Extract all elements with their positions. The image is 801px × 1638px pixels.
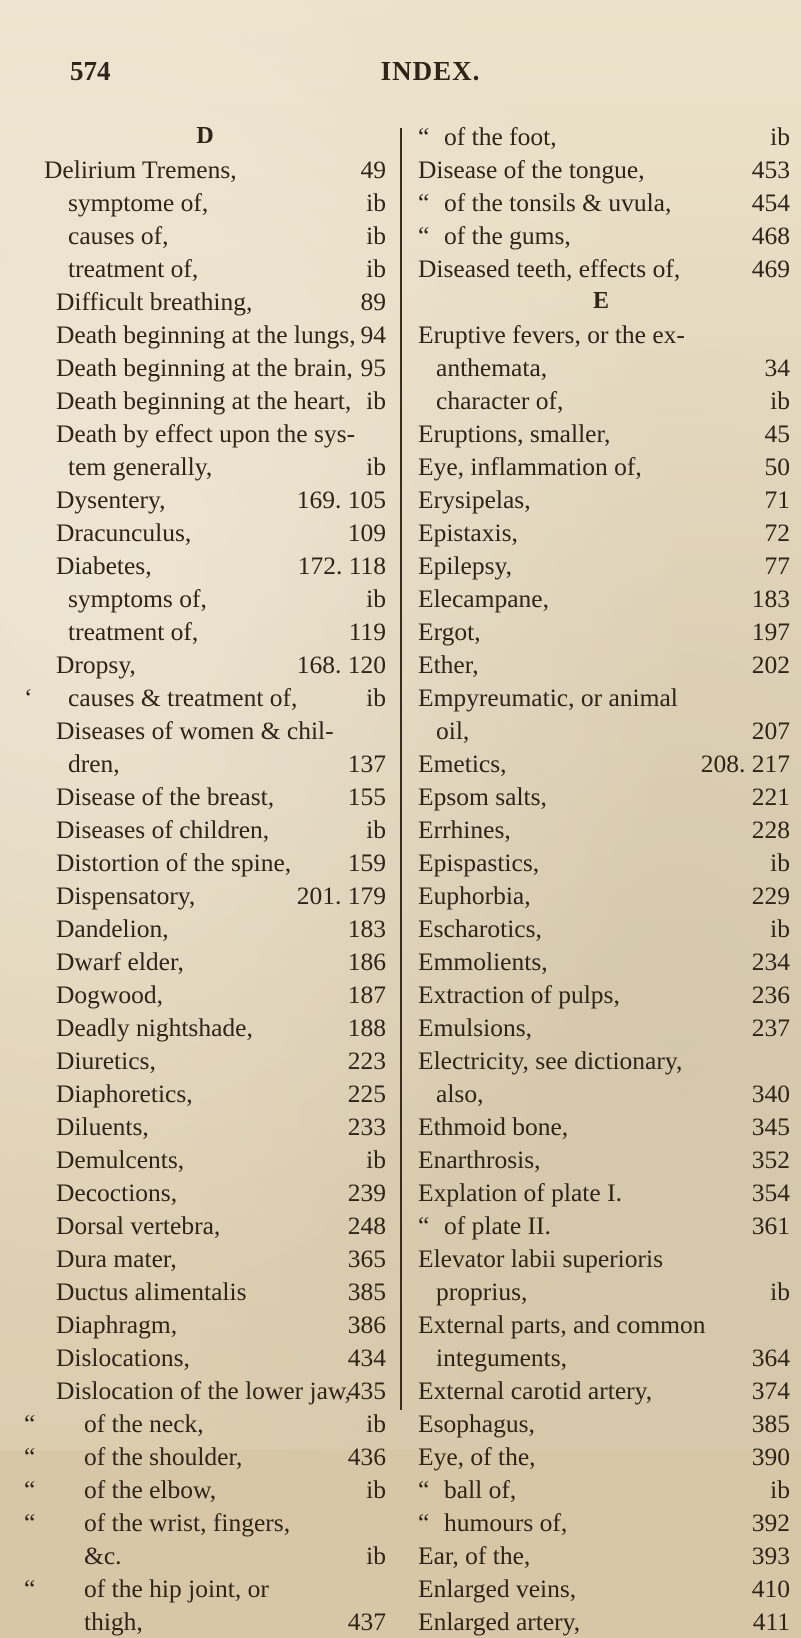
entry-page-ref: 236 <box>751 980 790 1009</box>
index-entry <box>24 780 386 813</box>
entry-term: anthemata, <box>436 353 548 382</box>
index-entry <box>412 978 790 1011</box>
entry-term: External parts, and common <box>418 1310 706 1339</box>
entry-page-ref: 393 <box>751 1541 790 1570</box>
entry-page-ref: 352 <box>751 1145 790 1174</box>
index-entry <box>24 714 386 747</box>
entry-page-ref: 411 <box>752 1607 790 1636</box>
entry-page-ref: 386 <box>347 1310 386 1339</box>
index-entry <box>24 417 386 450</box>
entry-page-ref: 234 <box>751 947 790 976</box>
entry-term: thigh, <box>84 1607 143 1636</box>
entry-page-ref: 159 <box>347 848 386 877</box>
index-entry <box>412 483 790 516</box>
entry-term: Diaphragm, <box>56 1310 178 1339</box>
index-entry <box>24 879 386 912</box>
entry-term: treatment of, <box>68 617 199 646</box>
entry-term: dren, <box>68 749 120 778</box>
index-entry <box>24 252 386 285</box>
entry-term: causes of, <box>68 221 169 250</box>
entry-term: tem generally, <box>68 452 213 481</box>
index-entry <box>412 1341 790 1374</box>
ditto-mark: “ <box>418 188 430 217</box>
entry-term: Decoctions, <box>56 1178 178 1207</box>
index-entry <box>412 186 790 219</box>
index-entry <box>24 318 386 351</box>
entry-page-ref: 221 <box>751 782 790 811</box>
index-entry <box>412 384 790 417</box>
index-entry <box>24 1044 386 1077</box>
entry-page-ref: 385 <box>347 1277 386 1306</box>
entry-page-ref: ib <box>366 254 386 283</box>
entry-term: of the hip joint, or <box>84 1574 269 1603</box>
index-entry <box>412 1308 790 1341</box>
column-divider <box>400 128 402 1410</box>
entry-term: Escharotics, <box>418 914 542 943</box>
entry-term: Diseased teeth, effects of, <box>418 254 681 283</box>
index-entry <box>24 1407 386 1440</box>
entry-page-ref: 109 <box>347 518 386 547</box>
entry-page-ref: 207 <box>751 716 790 745</box>
entry-term: Erysipelas, <box>418 485 531 514</box>
ditto-mark: “ <box>418 1508 430 1537</box>
entry-term: of the shoulder, <box>84 1442 243 1471</box>
entry-page-ref: 469 <box>751 254 790 283</box>
index-entry <box>412 1110 790 1143</box>
entry-term: Dogwood, <box>56 980 163 1009</box>
entry-term: of the wrist, fingers, <box>84 1508 291 1537</box>
entry-page-ref: 89 <box>360 287 386 316</box>
index-entry <box>412 1143 790 1176</box>
index-entry <box>412 1374 790 1407</box>
entry-term: oil, <box>436 716 470 745</box>
ditto-mark: “ <box>24 1409 36 1438</box>
index-entry <box>24 1176 386 1209</box>
index-entry <box>24 516 386 549</box>
entry-term: Ear, of the, <box>418 1541 531 1570</box>
entry-term: Death beginning at the lungs, <box>56 320 356 349</box>
entry-page-ref: ib <box>366 1409 386 1438</box>
entry-page-ref: 434 <box>347 1343 386 1372</box>
entry-term: treatment of, <box>68 254 199 283</box>
entry-term: Dispensatory, <box>56 881 196 910</box>
entry-page-ref: 187 <box>347 980 386 1009</box>
entry-page-ref: ib <box>770 122 790 151</box>
index-entry <box>24 615 386 648</box>
entry-term: proprius, <box>436 1277 528 1306</box>
entry-page-ref: ib <box>770 1277 790 1306</box>
entry-page-ref: 50 <box>764 452 790 481</box>
index-entry <box>412 846 790 879</box>
index-entry <box>24 648 386 681</box>
entry-term: Death by effect upon the sys- <box>56 419 356 448</box>
entry-page-ref: 72 <box>764 518 790 547</box>
section-letter: E <box>592 288 609 314</box>
entry-term: Euphorbia, <box>418 881 531 910</box>
index-entry <box>24 813 386 846</box>
entry-page-ref: 364 <box>751 1343 790 1372</box>
entry-page-ref: 201. 179 <box>296 881 386 910</box>
index-entry <box>24 1209 386 1242</box>
entry-term: Epsom salts, <box>418 782 547 811</box>
entry-page-ref: ib <box>366 386 386 415</box>
entry-page-ref: 71 <box>764 485 790 514</box>
entry-term: also, <box>436 1079 484 1108</box>
entry-term: Ether, <box>418 650 479 679</box>
entry-page-ref: 172. 118 <box>297 551 386 580</box>
index-entry <box>412 153 790 186</box>
index-entry <box>412 648 790 681</box>
index-entry <box>24 846 386 879</box>
index-entry <box>412 747 790 780</box>
entry-page-ref: ib <box>366 221 386 250</box>
index-entry <box>24 450 386 483</box>
entry-page-ref: ib <box>770 1475 790 1504</box>
entry-term: Death beginning at the brain, <box>56 353 353 382</box>
entry-term: Extraction of pulps, <box>418 980 620 1009</box>
ditto-mark: ‘ <box>24 683 33 712</box>
entry-page-ref: 49 <box>360 155 386 184</box>
entry-term: Dwarf elder, <box>56 947 184 976</box>
entry-term: Electricity, see dictionary, <box>418 1046 683 1075</box>
index-entry <box>24 1605 386 1638</box>
entry-page-ref: ib <box>366 584 386 613</box>
entry-page-ref: 223 <box>347 1046 386 1075</box>
entry-term: character of, <box>436 386 564 415</box>
entry-page-ref: 435 <box>347 1376 386 1405</box>
index-entry <box>412 1506 790 1539</box>
entry-page-ref: 229 <box>751 881 790 910</box>
entry-page-ref: ib <box>366 452 386 481</box>
index-entry <box>412 1473 790 1506</box>
index-entry <box>412 1077 790 1110</box>
entry-page-ref: ib <box>770 848 790 877</box>
entry-term: Dropsy, <box>56 650 136 679</box>
entry-term: Distortion of the spine, <box>56 848 292 877</box>
index-entry <box>24 747 386 780</box>
index-entry <box>24 945 386 978</box>
index-entry <box>24 1506 386 1539</box>
entry-term: Explation of plate I. <box>418 1178 622 1207</box>
index-entry <box>24 1539 386 1572</box>
index-entry <box>24 351 386 384</box>
index-entry <box>24 1110 386 1143</box>
index-entry <box>24 384 386 417</box>
entry-term: Elecampane, <box>418 584 549 613</box>
index-entry <box>412 1572 790 1605</box>
index-entry <box>412 780 790 813</box>
entry-term: Empyreumatic, or animal <box>418 683 678 712</box>
entry-page-ref: 197 <box>751 617 790 646</box>
index-entry <box>412 1605 790 1638</box>
index-entry <box>24 582 386 615</box>
ditto-mark: “ <box>24 1442 36 1471</box>
index-entry <box>412 1242 790 1275</box>
index-entry <box>412 1044 790 1077</box>
entry-term: Epilepsy, <box>418 551 512 580</box>
index-entry <box>24 219 386 252</box>
entry-page-ref: 155 <box>347 782 386 811</box>
index-entry <box>412 714 790 747</box>
entry-page-ref: 94 <box>360 320 386 349</box>
index-entry <box>412 1209 790 1242</box>
entry-page-ref: 186 <box>347 947 386 976</box>
entry-term: ball of, <box>444 1475 517 1504</box>
entry-term: Disease of the tongue, <box>418 155 645 184</box>
entry-term: Diluents, <box>56 1112 149 1141</box>
page-number: 574 <box>70 56 111 86</box>
index-entry <box>412 1275 790 1308</box>
index-entry <box>412 1407 790 1440</box>
ditto-mark: “ <box>418 122 430 151</box>
entry-term: Diabetes, <box>56 551 152 580</box>
entry-term: Epispastics, <box>418 848 540 877</box>
entry-page-ref: 345 <box>751 1112 790 1141</box>
entry-term: of the foot, <box>444 122 557 151</box>
entry-page-ref: 95 <box>360 353 386 382</box>
entry-page-ref: 228 <box>751 815 790 844</box>
section-letter: D <box>196 123 214 149</box>
entry-page-ref: 239 <box>347 1178 386 1207</box>
index-entry <box>412 681 790 714</box>
index-entry <box>24 912 386 945</box>
index-entry <box>24 483 386 516</box>
entry-term: Diseases of children, <box>56 815 270 844</box>
entry-term: Ergot, <box>418 617 481 646</box>
page-header <box>70 56 761 92</box>
entry-term: Dracunculus, <box>56 518 192 547</box>
index-entry <box>412 912 790 945</box>
index-entry <box>24 1143 386 1176</box>
entry-page-ref: ib <box>366 1475 386 1504</box>
entry-page-ref: ib <box>366 815 386 844</box>
entry-term: Difficult breathing, <box>56 287 253 316</box>
entry-page-ref: ib <box>770 914 790 943</box>
entry-term: Diaphoretics, <box>56 1079 193 1108</box>
entry-term: symptoms of, <box>68 584 207 613</box>
entry-term: External carotid artery, <box>418 1376 653 1405</box>
index-entry <box>412 813 790 846</box>
ditto-mark: “ <box>418 221 430 250</box>
entry-page-ref: 119 <box>348 617 386 646</box>
entry-page-ref: 340 <box>751 1079 790 1108</box>
entry-term: Dura mater, <box>56 1244 177 1273</box>
index-entry <box>24 1440 386 1473</box>
index-entry <box>412 549 790 582</box>
entry-page-ref: 169. 105 <box>296 485 386 514</box>
entry-page-ref: 361 <box>751 1211 790 1240</box>
entry-term: Dislocations, <box>56 1343 190 1372</box>
entry-term: Delirium Tremens, <box>44 155 237 184</box>
ditto-mark: “ <box>418 1475 430 1504</box>
entry-term: Diseases of women & chil- <box>56 716 334 745</box>
index-entry <box>412 582 790 615</box>
ditto-mark: “ <box>418 1211 430 1240</box>
running-head: INDEX. <box>380 56 481 86</box>
entry-term: Epistaxis, <box>418 518 518 547</box>
entry-page-ref: 365 <box>347 1244 386 1273</box>
index-entry <box>412 252 790 285</box>
entry-term: Dislocation of the lower jaw, <box>56 1376 352 1405</box>
entry-term: Emetics, <box>418 749 507 778</box>
entry-page-ref: 168. 120 <box>296 650 386 679</box>
entry-page-ref: 233 <box>347 1112 386 1141</box>
entry-term: Eye, of the, <box>418 1442 536 1471</box>
entry-page-ref: 468 <box>751 221 790 250</box>
index-entry <box>24 285 386 318</box>
entry-term: of the gums, <box>444 221 571 250</box>
index-entry <box>412 417 790 450</box>
entry-page-ref: 208. 217 <box>700 749 790 778</box>
entry-page-ref: 188 <box>347 1013 386 1042</box>
index-entry <box>24 1341 386 1374</box>
entry-page-ref: 436 <box>347 1442 386 1471</box>
entry-page-ref: 410 <box>751 1574 790 1603</box>
entry-term: Enlarged artery, <box>418 1607 581 1636</box>
index-entry <box>412 516 790 549</box>
index-entry <box>24 681 386 714</box>
entry-term: symptome of, <box>68 188 209 217</box>
entry-term: Diuretics, <box>56 1046 156 1075</box>
entry-page-ref: 437 <box>347 1607 386 1636</box>
index-entry <box>412 1011 790 1044</box>
entry-page-ref: 183 <box>347 914 386 943</box>
entry-term: Enarthrosis, <box>418 1145 541 1174</box>
index-entry <box>412 318 790 351</box>
index-entry <box>24 153 386 186</box>
index-entry <box>24 1473 386 1506</box>
entry-term: Ductus alimentalis <box>56 1277 247 1306</box>
entry-term: Death beginning at the heart, <box>56 386 352 415</box>
entry-term: Eruptions, smaller, <box>418 419 611 448</box>
index-entry <box>24 1011 386 1044</box>
entry-page-ref: ib <box>366 1145 386 1174</box>
entry-term: Elevator labii superioris <box>418 1244 664 1273</box>
index-column-left <box>24 120 386 1638</box>
entry-page-ref: 374 <box>751 1376 790 1405</box>
entry-page-ref: 385 <box>751 1409 790 1438</box>
index-entry <box>24 549 386 582</box>
entry-page-ref: 390 <box>751 1442 790 1471</box>
index-entry <box>24 1275 386 1308</box>
entry-term: Eruptive fevers, or the ex- <box>418 320 685 349</box>
entry-term: Disease of the breast, <box>56 782 275 811</box>
entry-page-ref: ib <box>366 683 386 712</box>
index-entry <box>412 219 790 252</box>
entry-term: integuments, <box>436 1343 568 1372</box>
entry-page-ref: 45 <box>764 419 790 448</box>
entry-term: Enlarged veins, <box>418 1574 577 1603</box>
index-entry <box>412 450 790 483</box>
index-entry <box>412 615 790 648</box>
index-entry <box>412 120 790 153</box>
index-entry <box>412 351 790 384</box>
entry-page-ref: 354 <box>751 1178 790 1207</box>
entry-page-ref: 202 <box>751 650 790 679</box>
entry-page-ref: 183 <box>751 584 790 613</box>
entry-term: Dorsal vertebra, <box>56 1211 221 1240</box>
index-entry <box>24 978 386 1011</box>
entry-page-ref: ib <box>366 1541 386 1570</box>
entry-term: Esophagus, <box>418 1409 535 1438</box>
index-entry <box>24 1077 386 1110</box>
entry-page-ref: 237 <box>751 1013 790 1042</box>
entry-page-ref: ib <box>770 386 790 415</box>
entry-page-ref: 454 <box>751 188 790 217</box>
entry-page-ref: 225 <box>347 1079 386 1108</box>
entry-term: Deadly nightshade, <box>56 1013 253 1042</box>
entry-term: of the tonsils & uvula, <box>444 188 672 217</box>
entry-page-ref: 248 <box>347 1211 386 1240</box>
entry-term: causes & treatment of, <box>68 683 298 712</box>
entry-term: Emmolients, <box>418 947 548 976</box>
index-entry <box>24 1308 386 1341</box>
entry-page-ref: 77 <box>764 551 790 580</box>
entry-term: Eye, inflammation of, <box>418 452 642 481</box>
entry-page-ref: 137 <box>347 749 386 778</box>
entry-term: Demulcents, <box>56 1145 185 1174</box>
ditto-mark: “ <box>24 1508 36 1537</box>
index-entry <box>412 879 790 912</box>
ditto-mark: “ <box>24 1475 36 1504</box>
index-entry <box>24 186 386 219</box>
entry-page-ref: ib <box>366 188 386 217</box>
entry-page-ref: 392 <box>751 1508 790 1537</box>
entry-term: Dandelion, <box>56 914 169 943</box>
index-column-right <box>412 120 790 1638</box>
index-entry <box>412 1440 790 1473</box>
entry-term: Errhines, <box>418 815 511 844</box>
entry-page-ref: 453 <box>751 155 790 184</box>
entry-term: of the elbow, <box>84 1475 217 1504</box>
entry-term: of the neck, <box>84 1409 204 1438</box>
entry-term: &c. <box>84 1541 122 1570</box>
index-entry <box>412 1539 790 1572</box>
entry-term: of plate II. <box>444 1211 551 1240</box>
entry-term: Emulsions, <box>418 1013 533 1042</box>
index-entry <box>24 1242 386 1275</box>
index-entry <box>412 945 790 978</box>
index-entry <box>412 1176 790 1209</box>
entry-term: Dysentery, <box>56 485 166 514</box>
entry-term: Ethmoid bone, <box>418 1112 569 1141</box>
index-entry <box>24 1572 386 1605</box>
index-entry <box>24 1374 386 1407</box>
entry-page-ref: 34 <box>764 353 790 382</box>
ditto-mark: “ <box>24 1574 36 1603</box>
entry-term: humours of, <box>444 1508 568 1537</box>
